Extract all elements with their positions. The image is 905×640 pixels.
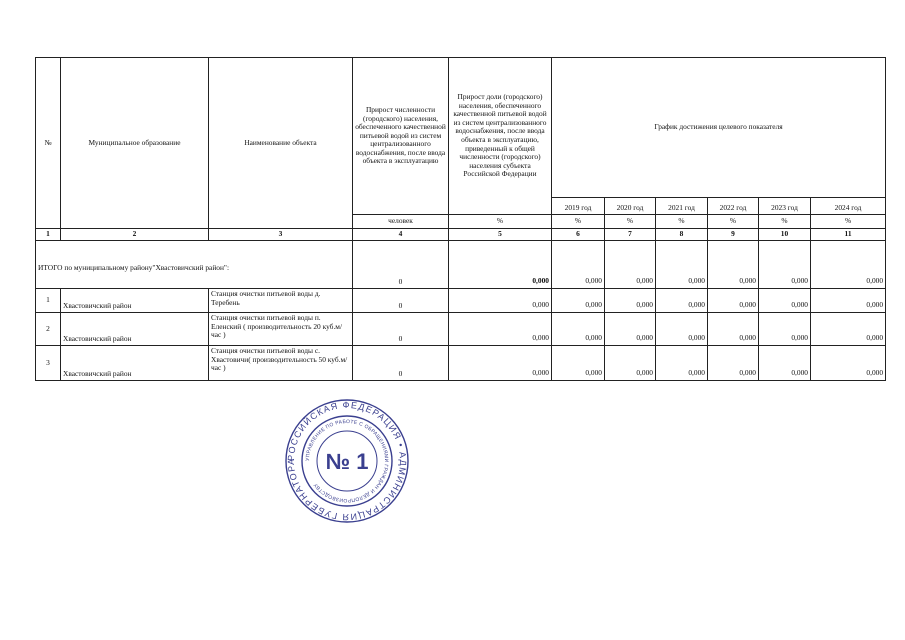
- header-num: №: [36, 58, 61, 229]
- row-year-value: 0,000: [708, 313, 759, 346]
- table-row: [36, 313, 886, 346]
- column-number: 6: [552, 229, 605, 241]
- header-row: [36, 58, 886, 198]
- year-header: 2023 год: [759, 198, 811, 215]
- column-number: 8: [656, 229, 708, 241]
- row-municipality: Хвастовичский район: [61, 313, 209, 346]
- row-year-value: 0,000: [552, 346, 605, 381]
- unit-year: %: [605, 215, 656, 229]
- total-year-value: 0,000: [552, 241, 605, 289]
- row-num: 2: [36, 313, 61, 346]
- column-number: 2: [61, 229, 209, 241]
- column-number: 4: [353, 229, 449, 241]
- row-people: 0: [353, 313, 449, 346]
- row-year-value: 0,000: [605, 313, 656, 346]
- seal-outer-text: РОССИЙСКАЯ ФЕДЕРАЦИЯ • АДМИНИСТРАЦИЯ ГУБЕРНАТОРА: [285, 399, 409, 523]
- total-row: [36, 241, 886, 289]
- column-number: 10: [759, 229, 811, 241]
- column-number-row: [36, 229, 886, 241]
- year-header: 2020 год: [605, 198, 656, 215]
- row-year-value: 0,000: [759, 346, 811, 381]
- column-number: 5: [449, 229, 552, 241]
- row-year-value: 0,000: [708, 289, 759, 313]
- unit-people: человек: [353, 215, 449, 229]
- seal-center-number: № 1: [325, 449, 369, 474]
- row-year-value: 0,000: [811, 313, 886, 346]
- header-growth-share: Прирост доли (городского) населения, обеспеченного качественной питьевой водой из систем централизованного водоснабжения, после ввода объекта в эксплуатацию, приведенный к общей численности (городского) населения субъекта Российской Федерации: [449, 58, 552, 215]
- total-label: ИТОГО по муниципальному району"Хвастовичский район":: [36, 241, 353, 289]
- row-num: 3: [36, 346, 61, 381]
- unit-year: %: [811, 215, 886, 229]
- total-share: 0,000: [449, 241, 552, 289]
- column-number: 3: [209, 229, 353, 241]
- column-number: 1: [36, 229, 61, 241]
- row-year-value: 0,000: [552, 289, 605, 313]
- header-municipality: Муниципальное образование: [61, 58, 209, 229]
- year-header: 2021 год: [656, 198, 708, 215]
- row-object: Станция очистки питьевой воды с. Хвастовичи( производительность 50 куб.м/час ): [209, 346, 353, 381]
- row-year-value: 0,000: [605, 346, 656, 381]
- row-municipality: Хвастовичский район: [61, 289, 209, 313]
- row-year-value: 0,000: [759, 289, 811, 313]
- target-indicator-table: [35, 57, 886, 381]
- year-header: 2019 год: [552, 198, 605, 215]
- row-year-value: 0,000: [811, 289, 886, 313]
- row-people: 0: [353, 289, 449, 313]
- column-number: 9: [708, 229, 759, 241]
- row-share: 0,000: [449, 313, 552, 346]
- row-year-value: 0,000: [605, 289, 656, 313]
- unit-share: %: [449, 215, 552, 229]
- total-year-value: 0,000: [759, 241, 811, 289]
- row-share: 0,000: [449, 346, 552, 381]
- seal-graphic: [284, 398, 410, 524]
- official-seal: [284, 398, 410, 524]
- total-year-value: 0,000: [605, 241, 656, 289]
- row-year-value: 0,000: [708, 346, 759, 381]
- row-municipality: Хвастовичский район: [61, 346, 209, 381]
- column-number: 7: [605, 229, 656, 241]
- unit-year: %: [552, 215, 605, 229]
- header-growth-people: Прирост численности (городского) населения, обеспеченного качественной питьевой водой из систем централизованного водоснабжения, после ввода объекта в эксплуатацию: [353, 58, 449, 215]
- row-year-value: 0,000: [759, 313, 811, 346]
- row-share: 0,000: [449, 289, 552, 313]
- row-object: Станция очистки питьевой воды п. Еленский ( производительность 20 куб.м/час ): [209, 313, 353, 346]
- unit-year: %: [708, 215, 759, 229]
- total-year-value: 0,000: [708, 241, 759, 289]
- row-num: 1: [36, 289, 61, 313]
- row-year-value: 0,000: [552, 313, 605, 346]
- total-people: 0: [353, 241, 449, 289]
- header-object-name: Наименование объекта: [209, 58, 353, 229]
- row-year-value: 0,000: [656, 313, 708, 346]
- row-year-value: 0,000: [811, 346, 886, 381]
- table-row: [36, 289, 886, 313]
- header-schedule: График достижения целевого показателя: [552, 58, 886, 198]
- column-number: 11: [811, 229, 886, 241]
- total-year-value: 0,000: [811, 241, 886, 289]
- row-object: Станция очистки питьевой воды д. Теребень: [209, 289, 353, 313]
- table-row: [36, 346, 886, 381]
- seal-inner-text: УПРАВЛЕНИЕ ПО РАБОТЕ С ОБРАЩЕНИЯМИ ГРАЖДАН И ДЕЛОПРОИЗВОДСТВУ: [304, 418, 390, 504]
- unit-year: %: [759, 215, 811, 229]
- year-header: 2022 год: [708, 198, 759, 215]
- row-year-value: 0,000: [656, 346, 708, 381]
- unit-year: %: [656, 215, 708, 229]
- year-header: 2024 год: [811, 198, 886, 215]
- row-year-value: 0,000: [656, 289, 708, 313]
- total-year-value: 0,000: [656, 241, 708, 289]
- row-people: 0: [353, 346, 449, 381]
